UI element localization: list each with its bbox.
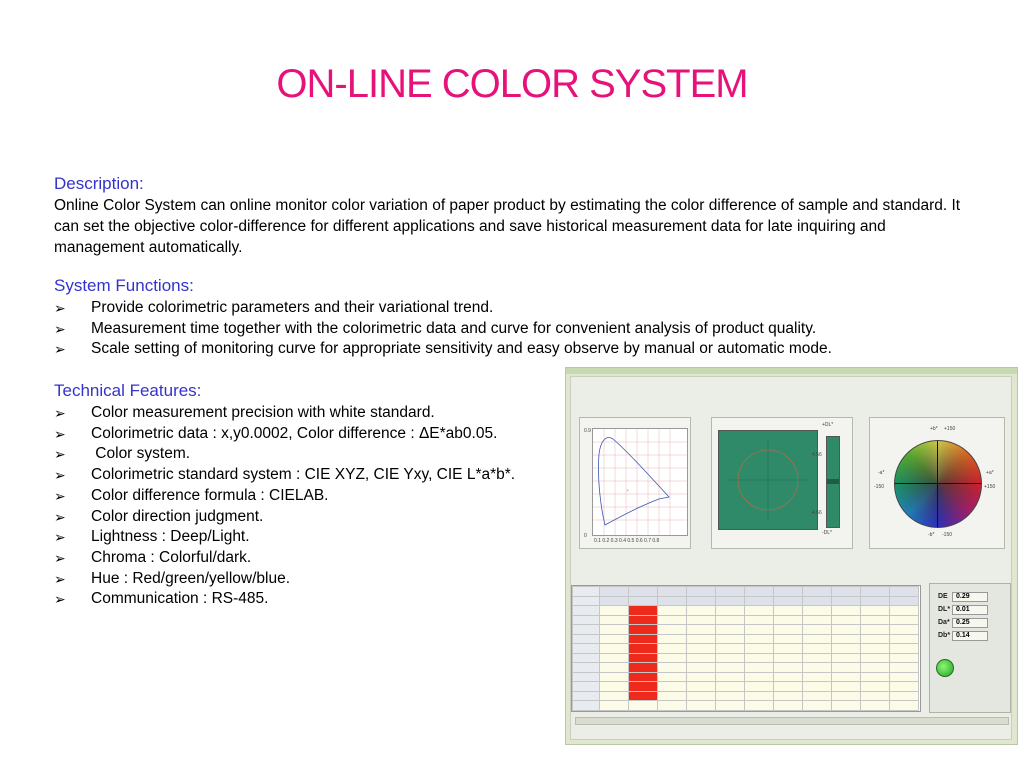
- dl-negative-value: 4.56: [812, 510, 822, 516]
- table-row: [573, 606, 919, 616]
- dl-bar-marker: [827, 479, 839, 484]
- arrow-bullet-icon: ➢: [54, 341, 66, 358]
- table-row: [573, 587, 919, 597]
- lab-bottom-value: -150: [942, 532, 953, 538]
- screenshot-window: [570, 376, 1012, 740]
- lab-bottom-label: -b*: [928, 532, 935, 538]
- screenshot-titlebar: [566, 368, 1017, 374]
- software-screenshot: [565, 367, 1018, 745]
- list-item: ➢ Color system.: [54, 444, 934, 465]
- measurement-data-table: [571, 585, 921, 712]
- readout-value: 0.29: [952, 592, 988, 602]
- system-functions-list: [54, 298, 934, 360]
- table-row: [573, 625, 919, 635]
- arrow-bullet-icon: ➢: [54, 425, 66, 442]
- readout-label: Db*: [938, 632, 951, 639]
- readout-value: 0.25: [952, 618, 988, 628]
- arrow-bullet-icon: ➢: [54, 487, 66, 504]
- description-text: Online Color System can online monitor color variation of paper product by estimating the color difference of sample and standard. It can set the objective color-difference for different applications and save historical measurement data for late inquiring and management automatically.: [54, 197, 961, 256]
- arrow-bullet-icon: ➢: [54, 467, 66, 484]
- readout-label: Da*: [938, 619, 950, 626]
- description-heading: Description:: [54, 174, 144, 193]
- readout-label: DE: [938, 593, 948, 600]
- lab-color-wheel-panel: [869, 417, 1005, 549]
- page-title: ON-LINE COLOR SYSTEM: [276, 62, 748, 106]
- table-row: [573, 682, 919, 692]
- lab-left-label: -a*: [878, 470, 885, 476]
- arrow-bullet-icon: ➢: [54, 300, 66, 316]
- wheel-shading: [895, 441, 981, 527]
- arrow-bullet-icon: ➢: [54, 446, 66, 463]
- lab-right-label: +a*: [986, 470, 994, 476]
- lab-top-value: +150: [944, 426, 956, 432]
- measurement-grid: [572, 586, 919, 711]
- system-functions-heading: System Functions:: [54, 276, 194, 295]
- lab-left-value: -150: [874, 484, 885, 490]
- list-item: ➢ Measurement time together with the colorimetric data and curve for convenient analysis of product quality.: [54, 319, 934, 340]
- table-row: [573, 663, 919, 673]
- arrow-bullet-icon: ➢: [54, 405, 66, 421]
- color-difference-graphic: [719, 431, 817, 529]
- arrow-bullet-icon: ➢: [54, 508, 66, 525]
- list-item: ➢ Color difference formula : CIELAB.: [54, 486, 934, 507]
- dl-bottom-label: -DL*: [822, 530, 833, 536]
- arrow-bullet-icon: ➢: [54, 320, 66, 337]
- readout-value: 0.01: [952, 605, 988, 615]
- table-row: [573, 596, 919, 606]
- table-row: [573, 644, 919, 654]
- chromaticity-curve-graphic: [593, 429, 687, 535]
- list-item: ➢ Communication : RS-485.: [54, 589, 934, 610]
- list-item: ➢ Colorimetric data : x,y0.0002, Color difference : ΔE*ab0.05.: [54, 424, 934, 445]
- arrow-bullet-icon: ➢: [54, 549, 66, 566]
- list-item: ➢ Hue : Red/green/yellow/blue.: [54, 569, 934, 590]
- dl-top-label: +DL*: [822, 422, 834, 428]
- screenshot-statusbar: [575, 717, 1009, 725]
- lab-top-label: +b*: [930, 426, 938, 432]
- wheel-horizontal-axis: [895, 483, 981, 484]
- arrow-bullet-icon: ➢: [54, 529, 66, 546]
- y-tick: 0.9: [584, 428, 591, 434]
- readout-value: 0.14: [952, 631, 988, 641]
- readout-label: DL*: [938, 606, 951, 613]
- table-row: [573, 615, 919, 625]
- cie-chromaticity-panel: [579, 417, 691, 549]
- list-item: ➢ Lightness : Deep/Light.: [54, 527, 934, 548]
- list-item: ➢ Provide colorimetric parameters and their variational trend.: [54, 298, 934, 319]
- x-tick: 0.1 0.2 0.3 0.4 0.5 0.6 0.7 0.8: [594, 538, 660, 544]
- wheel-vertical-axis: [937, 441, 938, 527]
- svg-text:*: *: [627, 488, 629, 493]
- dl-bar-track: [826, 436, 840, 528]
- table-row: [573, 691, 919, 701]
- arrow-bullet-icon: ➢: [54, 570, 66, 587]
- y-tick: 0: [584, 533, 587, 539]
- lab-right-value: +150: [984, 484, 996, 490]
- list-item: ➢ Scale setting of monitoring curve for appropriate sensitivity and easy observe by manual or automatic mode.: [54, 339, 934, 360]
- list-item: ➢ Chroma : Colorful/dark.: [54, 548, 934, 569]
- dl-positive-value: 4.56: [812, 452, 822, 458]
- arrow-bullet-icon: ➢: [54, 591, 66, 608]
- lab-color-wheel: [894, 440, 982, 528]
- table-row: [573, 672, 919, 682]
- delta-lightness-panel: [711, 417, 853, 549]
- table-row: [573, 653, 919, 663]
- list-item: ➢ Colorimetric standard system : CIE XYZ, CIE Yxy, CIE L*a*b*.: [54, 465, 934, 486]
- table-row: [573, 701, 919, 711]
- table-row: [573, 634, 919, 644]
- list-item: ➢ Color measurement precision with white standard.: [54, 403, 934, 424]
- technical-features-heading: Technical Features:: [54, 381, 202, 400]
- list-item: ➢ Color direction judgment.: [54, 507, 934, 528]
- status-light-icon: [936, 659, 954, 677]
- chromaticity-plot: [592, 428, 688, 536]
- color-difference-readout: [929, 583, 1011, 713]
- color-difference-plot: [718, 430, 818, 530]
